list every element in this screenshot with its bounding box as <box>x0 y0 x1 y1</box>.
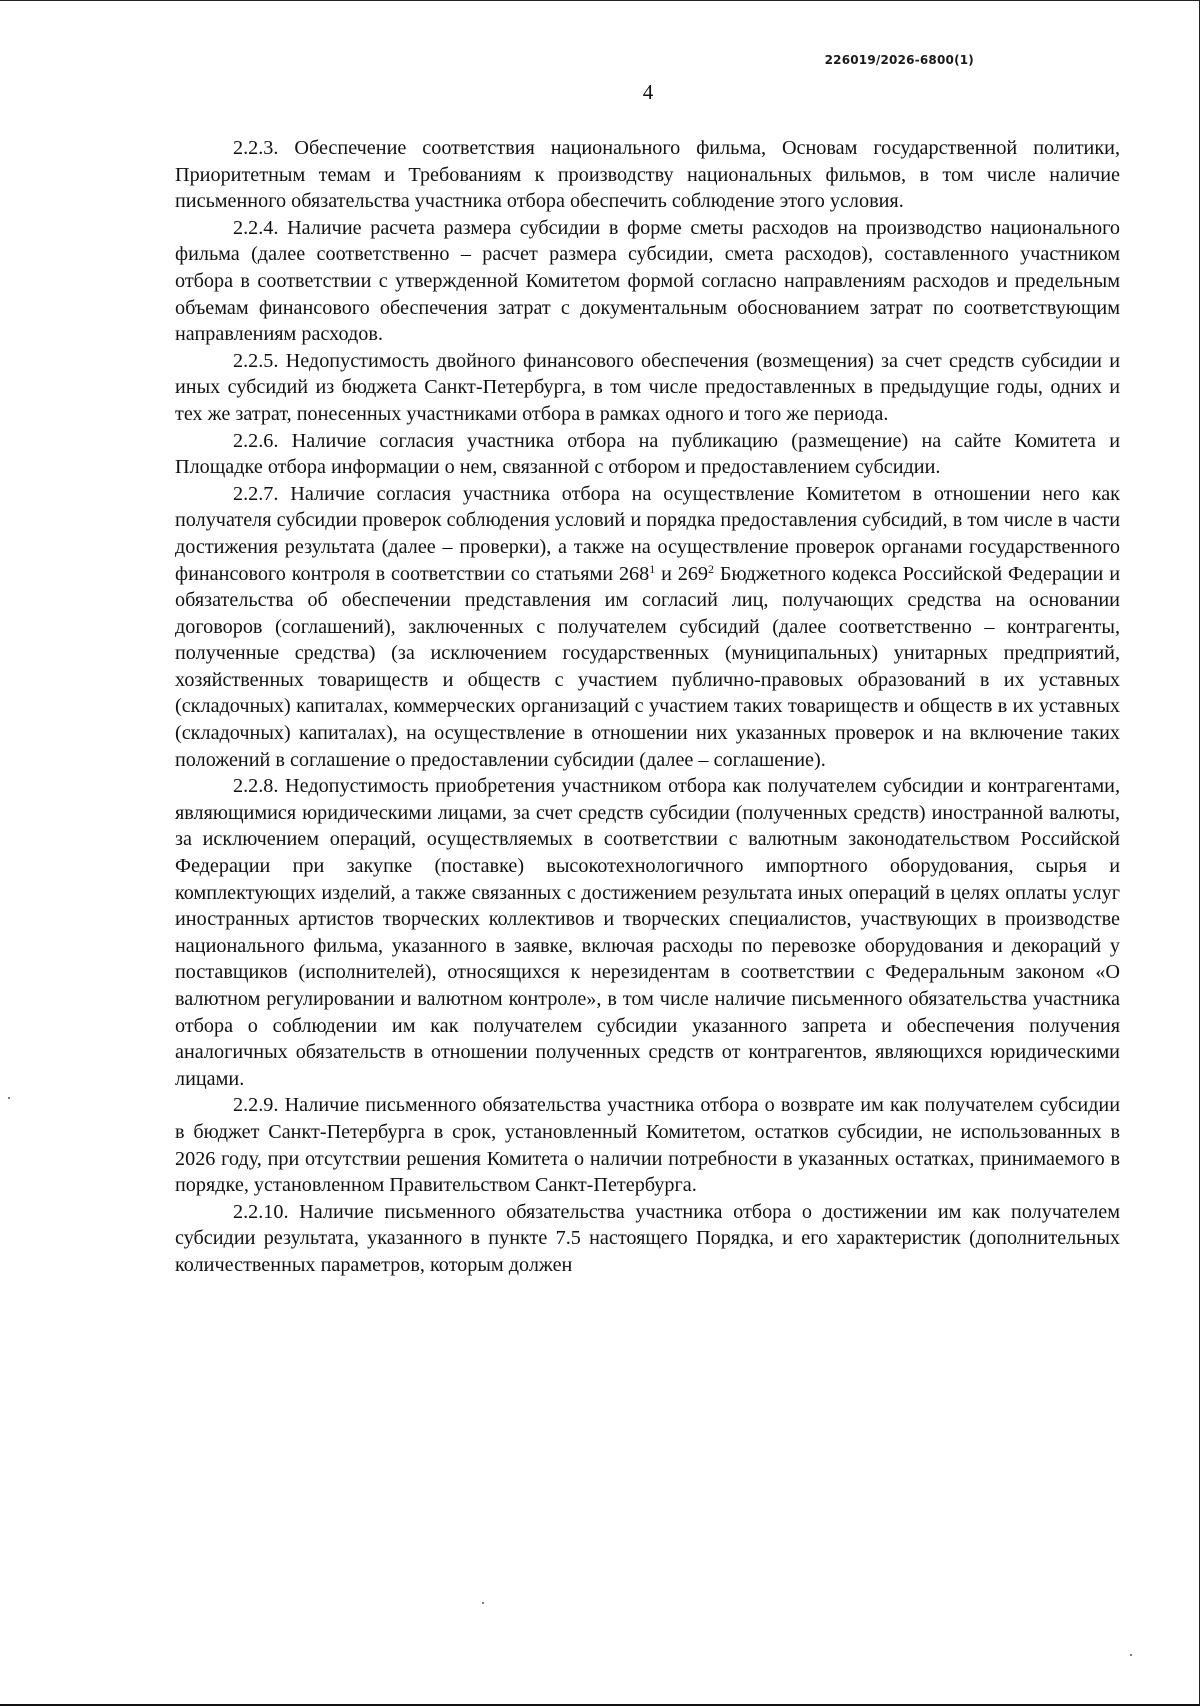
paragraph-2-2-3: 2.2.3. Обеспечение соответствия национального фильма, Основам государственной политики, Приоритетным темам и Требованиям к производству национальных фильмов, в том числе наличие письменного обязательства участника отбора обеспечить соблюдение этого условия. <box>175 137 1120 213</box>
paragraph-2-2-5: 2.2.5. Недопустимость двойного финансового обеспечения (возмещения) за счет средств субсидии и иных субсидий из бюджета Санкт-Петербурга, в том числе предоставленных в предыдущие годы, одних и тех же затрат, понесенных участниками отбора в рамках одного и того же периода. <box>175 349 1120 425</box>
document-registration-number: 226019/2026-6800(1) <box>824 53 974 67</box>
footnote-mark-1: 1 <box>649 561 656 576</box>
page-number: 4 <box>642 80 654 104</box>
paragraph-2-2-4: 2.2.4. Наличие расчета размера субсидии в форме сметы расходов на производство национального фильма (далее соответственно – расчет размера субсидии, смета расходов), составленного участником отбора в соответствии с утвержденной Комитетом формой согласно направлениям расходов и предельным объемам финансового обеспечения затрат с документальным обоснованием затрат по соответствующим направлениям расходов. <box>175 216 1120 346</box>
document-body <box>175 135 1120 1279</box>
paragraph-2-2-6: 2.2.6. Наличие согласия участника отбора на публикацию (размещение) на сайте Комитета и Площадке отбора информации о нем, связанной с отбором и предоставлением субсидии. <box>175 429 1120 479</box>
paragraph-2-2-7-part-c: Бюджетного кодекса Российской Федерации и обязательства об обеспечении представления им согласий лиц, получающих средства на основании договоров (соглашений), заключенных с получателем субсидий (далее соответственно – контрагенты, полученные средства) (за исключением государственных (муниципальных) унитарных предприятий, хозяйственных товариществ и обществ с участием публично-правовых образований в их уставных (складочных) капиталах, коммерческих организаций с участием таких товариществ и обществ в их уставных (складочных) капиталах), на осуществление в отношении них указанных проверок и на включение таких положений в соглашение о предоставлении субсидии (далее – соглашение). <box>175 562 1121 771</box>
scan-speck <box>482 1602 484 1604</box>
paragraph-2-2-10: 2.2.10. Наличие письменного обязательства участника отбора о достижении им как получателем субсидии результата, указанного в пункте 7.5 настоящего Порядка, и его характеристик (дополнительных количественных параметров, которым должен <box>175 1200 1120 1276</box>
paragraph-2-2-8: 2.2.8. Недопустимость приобретения участником отбора как получателем субсидии и контрагентами, являющимися юридическими лицами, за счет средств субсидии (полученных средств) иностранной валюты, за исключением операций, осуществляемых в соответствии с валютным законодательством Российской Федерации при закупке (поставке) высокотехнологичного импортного оборудования, сырья и комплектующих изделий, а также связанных с достижением результата иных операций в целях оплаты услуг иностранных артистов творческих коллективов и творческих специалистов, участвующих в производстве национального фильма, указанного в заявке, включая расходы по перевозке оборудования и декораций у поставщиков (исполнителей), относящихся к нерезидентам в соответствии с Федеральным законом «О валютном регулировании и валютном контроле», в том числе наличие письменного обязательства участника отбора о соблюдении им как получателем субсидии указанного запрета и обеспечения получения аналогичных обязательств в отношении полученных средств от контрагентов, являющихся юридическими лицами. <box>175 775 1120 1090</box>
scan-speck <box>8 1097 10 1099</box>
paragraph-2-2-7-part-a: 2.2.7. Наличие согласия участника отбора на осуществление Комитетом в отношении него как получателя субсидии проверок соблюдения условий и порядка предоставления субсидий, в том числе в части достижения результата (далее – проверки), а также на осуществление проверок органами государственного финансового контроля в соответствии со статьями 268 <box>175 482 1120 585</box>
footnote-mark-2: 2 <box>708 561 715 576</box>
scan-speck <box>1130 1654 1132 1656</box>
paragraph-2-2-7 <box>175 481 1120 774</box>
paragraph-2-2-9: 2.2.9. Наличие письменного обязательства участника отбора о возврате им как получателем субсидии в бюджет Санкт-Петербурга в срок, установленный Комитетом, остатков субсидии, не использованных в 2026 году, при отсутствии решения Комитета о наличии потребности в указанных остатках, принимаемого в порядке, установленном Правительством Санкт-Петербурга. <box>175 1094 1120 1197</box>
paragraph-2-2-7-part-b: и 269 <box>655 562 709 585</box>
